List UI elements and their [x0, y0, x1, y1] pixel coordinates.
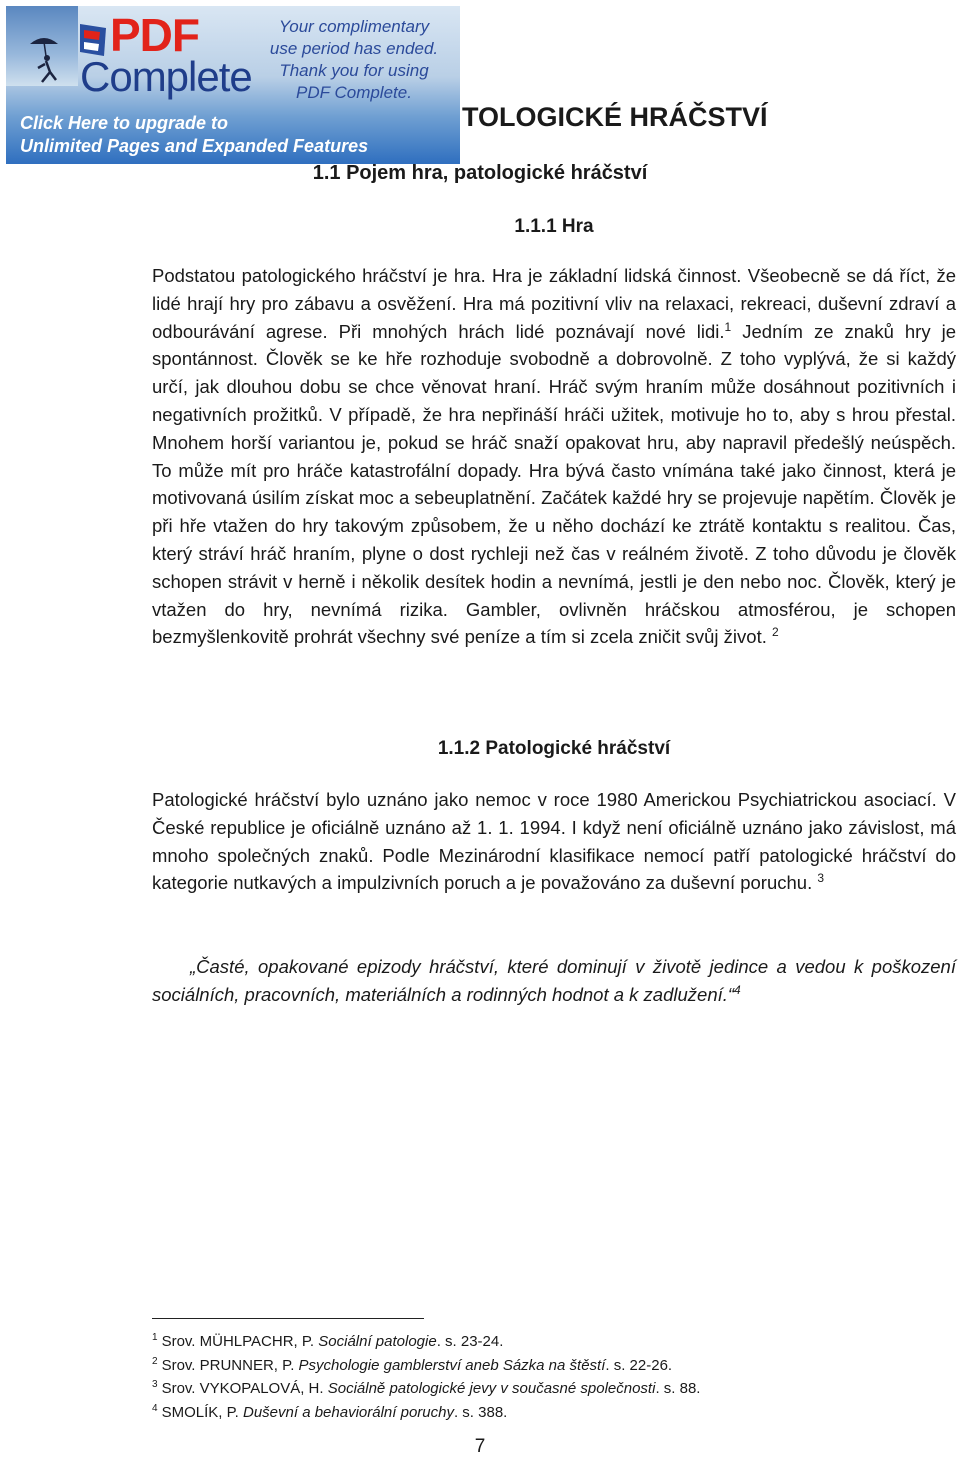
paragraph-text: Patologické hráčství bylo uznáno jako nemoc v roce 1980 Americkou Psychiatrickou asociací. V České republice je oficiálně uznáno až 1. 1. 1994. I když není oficiálně uznáno jako závislost, má mnoho společných znaků. Podle Mezinárodní klasifikace nemocí patří patologické hráčství do kategorie nutkavých a impulzivních poruch a je považováno za duševní poruchu.	[152, 789, 956, 894]
notice-line: PDF Complete.	[296, 83, 412, 102]
footnote-number: 3	[152, 1379, 158, 1390]
footnote-pages: . s. 388.	[453, 1403, 508, 1421]
upgrade-line[interactable]: Unlimited Pages and Expanded Features	[20, 136, 369, 156]
footnote-title: Sociální patologie	[318, 1333, 437, 1350]
upgrade-line[interactable]: Click Here to upgrade to	[20, 113, 229, 133]
upgrade-banner[interactable]	[6, 6, 460, 164]
footnote	[152, 1330, 932, 1354]
definition-quote	[152, 953, 956, 1009]
footnote-author: SMOLÍK, P.	[161, 1403, 243, 1421]
section-title: 1.1 Pojem hra, patologické hráčství	[312, 162, 648, 184]
footnote-ref: 1	[724, 319, 732, 334]
page-number: 7	[474, 1436, 486, 1457]
upgrade-link[interactable]	[20, 112, 460, 158]
paragraph-text: Podstatou patologického hráčství je hra. Hra je základní lidská činnost. Všeobecně se dá říct, že lidé hrají hry pro zábavu a osvěžení. Hra má pozitivní vliv na relaxaci, rekreaci, duševní zdraví a odbourávání agrese. Při mnohých hrách lidé poznávají nové lidi.	[152, 265, 956, 342]
footnote-author: Srov. PRUNNER, P.	[161, 1356, 299, 1374]
footnote	[152, 1354, 932, 1378]
paragraph-text: Jedním ze znaků hry je spontánnost. Člověk se ke hře rozhoduje svobodně a dobrovolně. Z toho vyplývá, že si každý určí, jak dlouhou dobu se chce věnovat hraní. Hráč svým hraním může dosáhnout pozitivních i negativních prožitků. V případě, že hra nepřináší hráči užitek, motivuje ho to, aby s hrou přestal. Mnohem horší variantou je, pokud se hráč snaží opakovat hru, aby napravil předešlý neúspěch. To může mít pro hráče katastrofální dopady. Hra bývá často vnímána také jako činnost, která je motivovaná úsilím získat moc a sebeuplatnění. Začátek každé hry se projevuje napětím. Člověk je při hře vtažen do hry takovým způsobem, že u něho dochází ke ztrátě kontaktu s realitou. Čas, který stráví hráč hraním, plyne o dost rychleji než čas v reálném životě. Z toho důvodu je člověk schopen strávit v herně i několik desítek hodin a nevnímá, jestli je den nebo noc. Člověk, který je vtažen do hry, nevnímá rizika. Gambler, ovlivněn hráčskou atmosférou, je schopen bezmyšlenkovitě prohrát všechny své peníze a tím si zcela zničit svůj život.	[152, 320, 956, 648]
subsection-title-hra: 1.1.1 Hra	[514, 216, 594, 237]
footnote-ref: 3	[817, 871, 825, 886]
subsection-title-patologicke: 1.1.2 Patologické hráčství	[437, 738, 671, 759]
footnote-ref: 4	[734, 982, 741, 997]
notice-line: Your complimentary	[278, 17, 430, 36]
logo-pdf-text: PDF	[110, 9, 199, 61]
footnote-pages: . s. 88.	[655, 1380, 701, 1397]
footnote-divider	[152, 1318, 424, 1319]
paragraph-patologicke	[152, 786, 956, 897]
umbrella-man-icon	[26, 34, 70, 86]
notice-line: use period has ended.	[269, 39, 439, 58]
footnote-title: Duševní a behaviorální poruchy	[243, 1403, 454, 1421]
footnote-title: Psychologie gamblerství aneb Sázka na štěstí	[298, 1356, 606, 1374]
footnote-number: 2	[152, 1355, 158, 1367]
footnote-number: 1	[152, 1332, 158, 1343]
footnotes	[152, 1330, 932, 1424]
notice-line: Thank you for using	[279, 61, 429, 80]
footnote	[152, 1401, 932, 1425]
chapter-title: TOLOGICKÉ HRÁČSTVÍ	[462, 102, 768, 132]
quote-text: „Časté, opakované epizody hráčství, které dominují v životě jedince a vedou k poškození sociálních, pracovních, materiálních a rodinných hodnot a k zadlužení.“	[152, 956, 956, 1005]
paragraph-hra	[152, 262, 956, 651]
footnote-title: Sociálně patologické jevy v současné společnosti	[327, 1380, 656, 1397]
footnote-pages: . s. 22-26.	[605, 1356, 673, 1374]
footnote	[152, 1377, 932, 1401]
footnote-author: Srov. MÜHLPACHR, P.	[161, 1333, 319, 1350]
footnote-author: Srov. VYKOPALOVÁ, H.	[161, 1380, 328, 1397]
trial-notice	[254, 16, 454, 104]
footnote-ref: 2	[772, 625, 779, 640]
logo-complete-text: Complete	[80, 53, 252, 100]
footnote-number: 4	[152, 1402, 158, 1414]
footnote-pages: . s. 23-24.	[436, 1333, 504, 1350]
